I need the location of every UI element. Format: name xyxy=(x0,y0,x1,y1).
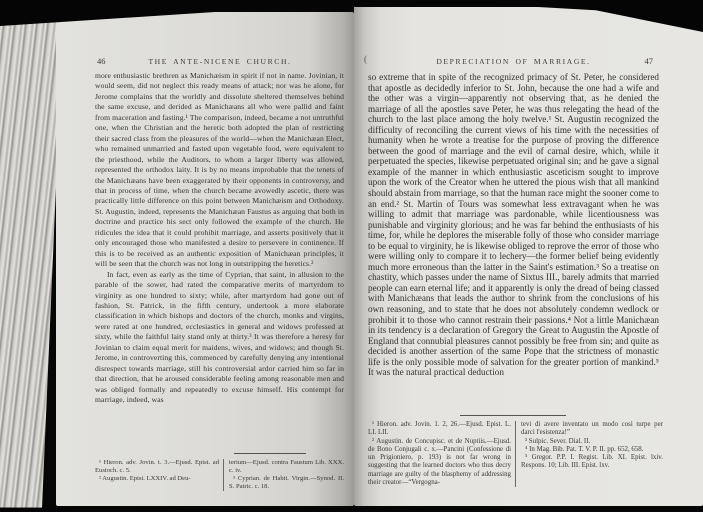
footnote: ³ Cyprian. de Habit. Virgin.—Synod. II. S. Patric. c. 18. xyxy=(229,475,344,491)
left-footnote-separator-rule xyxy=(234,453,306,454)
footnote: ¹ Hieron. adv. Jovin. t. 3.—Ejusd. Epist. ad Eustoch. c. 5. xyxy=(95,459,219,475)
right-page-number: 47 xyxy=(644,56,653,66)
footnote: ² Augustin. Epist. LXXIV. ad Deu- xyxy=(99,475,191,483)
left-footnote-column-2 xyxy=(223,459,348,491)
left-page-body xyxy=(95,71,344,406)
right-footnote-column-2 xyxy=(515,421,667,487)
footnote: ⁵ Gregor. P.P. I. Regist. Lib. XI. Epist. lxiv. Respons. 10; Lib. III. Epist. lxv. xyxy=(521,454,663,470)
footnote-continuation: tevi di avere inventato un modo così turpe per darci l'esistenza!” xyxy=(521,421,663,437)
right-paragraph-1: so extreme that in spite of the recognized primacy of St. Peter, he considered that apostle as decidedly inferior to St. John, because the one had a wife and the other was a virgin—apparently not observing that, as he denied the marriage of all the apostles save Peter, he was thus relegating the head of the church to the last place among the holy twelve.¹ St. Augustin recognized the difficulty of reconciling the current views of his time with the necessities of humanity when he wrote a treatise for the purpose of proving the difference between the good of marriage and the evil of carnal desire, which, while it perpetuated the species, likewise perpetuated original sin; and he gave a signal example of the manner in which enthusiastic asceticism sought to improve upon the work of the Creator when he uttered the pious wish that all mankind should abstain from marriage, so that the human race might the sooner come to an end.² St. Martin of Tours was somewhat less extravagant when he was willing to admit that marriage was pardonable, while licentiousness was punishable and virginity glorious; and he was far behind the enthusiasts of his time, for, while he deplores the miserable folly of those who consider marriage to be equal to virginity, he is likewise obliged to reprove the error of those who were willing only to compare it to lechery—the former belief being evidently much more erroneous than the latter in the Saint's estimation.³ So a treatise on chastity, which passes under the name of Sixtus III., barely admits that married people can earn eternal life; and it apparently is only the dread of being classed with Manichæans that leads the author to shrink from the conclusions of his own reasoning, and to state that he does not absolutely condemn wedlock or prohibit it to those who cannot restrain their passions.⁴ Not a little Manichæan in its tendency is a declaration of Gregory the Great to Augustin the Apostle of England that connubial pleasures cannot possibly be free from sin; and quite as decided is another assertion of the same Pope that the strictness of monastic life is the only possible mode of salvation for the greater portion of mankind.⁵ It was the natural practical deduction xyxy=(368,72,659,378)
right-page-header xyxy=(368,57,659,66)
left-running-title: THE ANTE-NICENE CHURCH. xyxy=(148,57,292,66)
left-page-number: 46 xyxy=(97,56,106,66)
footnote: ² Augustin. de Concupisc. et de Nuptiis.—Ejusd. de Bono Conjugali c. x.—Pancini (Confessione di un Prigioniero, p. 193) is not far wrong in suggesting that the learned doctors who thus decry marriage are guilty of the blasphemy of addressing their creator—“Vergogna- xyxy=(368,437,511,487)
right-footnote-separator-rule xyxy=(460,415,566,416)
left-page-header xyxy=(95,57,345,66)
footnote: ⁴ In Mag. Bib. Pat. T. V. P. II. pp. 652, 658. xyxy=(525,445,644,453)
right-footnote-column-1 xyxy=(368,421,515,487)
left-footnote-column-1 xyxy=(95,459,223,491)
page-left xyxy=(56,12,354,506)
footnote-continuation: terium—Ejusd. contra Faustum Lib. XXX. c. iv. xyxy=(229,459,344,475)
book-fore-edge-pages xyxy=(0,4,64,512)
footnote: ¹ Hieron. adv. Jovin. 1. 2, 26.—Ejusd. Epist. L. LI. LII. xyxy=(368,421,511,437)
left-paragraph-2: In fact, even as early as the time of Cyprian, that saint, in allusion to the parable of the sower, had rated the comparative merits of martyrdom to virginity as one hundred to sixty; while, after martyrdom had gone out of fashion, St. Patrick, in the fifth century, undertook a more elaborate classification in which bishops and doctors of the church, monks and virgins, were rated at one hundred, ecclesiastics in general and widows professed at sixty, while the faithful laity stand only at thirty.³ It was therefore a heresy for Jovinian to claim equal merit for maidens, wives, and widows; and though St. Jerome, in controverting this, commenced by carefully denying any intentional disrespect towards marriage, still his controversial ardor carried him so far in that direction, that he aroused considerable feeling among reasonable men and was obliged formally and repeatedly to excuse himself. His contempt for marriage, indeed, was xyxy=(95,269,344,405)
footnote: ³ Sulpic. Sever. Dial. II. xyxy=(525,437,591,445)
right-running-title: DEPRECIATION OF MARRIAGE. xyxy=(436,57,591,66)
right-page-footnotes xyxy=(368,421,667,487)
left-page-footnotes xyxy=(95,459,348,491)
photo-border-bottom xyxy=(0,505,703,512)
right-page-body xyxy=(368,72,659,378)
left-paragraph-1: more enthusiastic brethren as Manichæism in spirit if not in name. Jovinian, it would seem, did not neglect this ready means of attack; nor was he alone, for Jerome complains that the worldly and dissolute sheltered themselves behind the same excuse, and derided as Manichæans all who were pallid and faint from maceration and fasting.¹ The comparison, indeed, became a not untruthful one, when the Christian and the heretic both adopted the plan of restricting their sacred class from the pleasures of the world—when the Manichæan Elect, who remained unmarried and fasted upon vegetable food, were equivalent to the priesthood, while the Auditors, to whom a larger liberty was allowed, represented the orthodox laity. It is by no means improbable that the tenets of the Manichæans have been exaggerated by their opponents in controversy, and that in process of time, when the church became avowedly ascetic, there was practically little difference on this point between Manichæism and Orthodoxy. St. Augustin, indeed, represents the Manichæan Faustus as arguing that both in doctrine and practice his sect only followed the example of the church. He ridicules the idea that it could prohibit marriage, and asserts positively that it only encouraged those who manifested a desire to persevere in continence. If this is to be received as an authentic exposition of Manichæan principles, it will be seen that the church was not long in outstripping the heretics.² xyxy=(95,71,344,269)
scan-artifact-mark: ( xyxy=(364,54,367,64)
page-right xyxy=(354,5,703,506)
